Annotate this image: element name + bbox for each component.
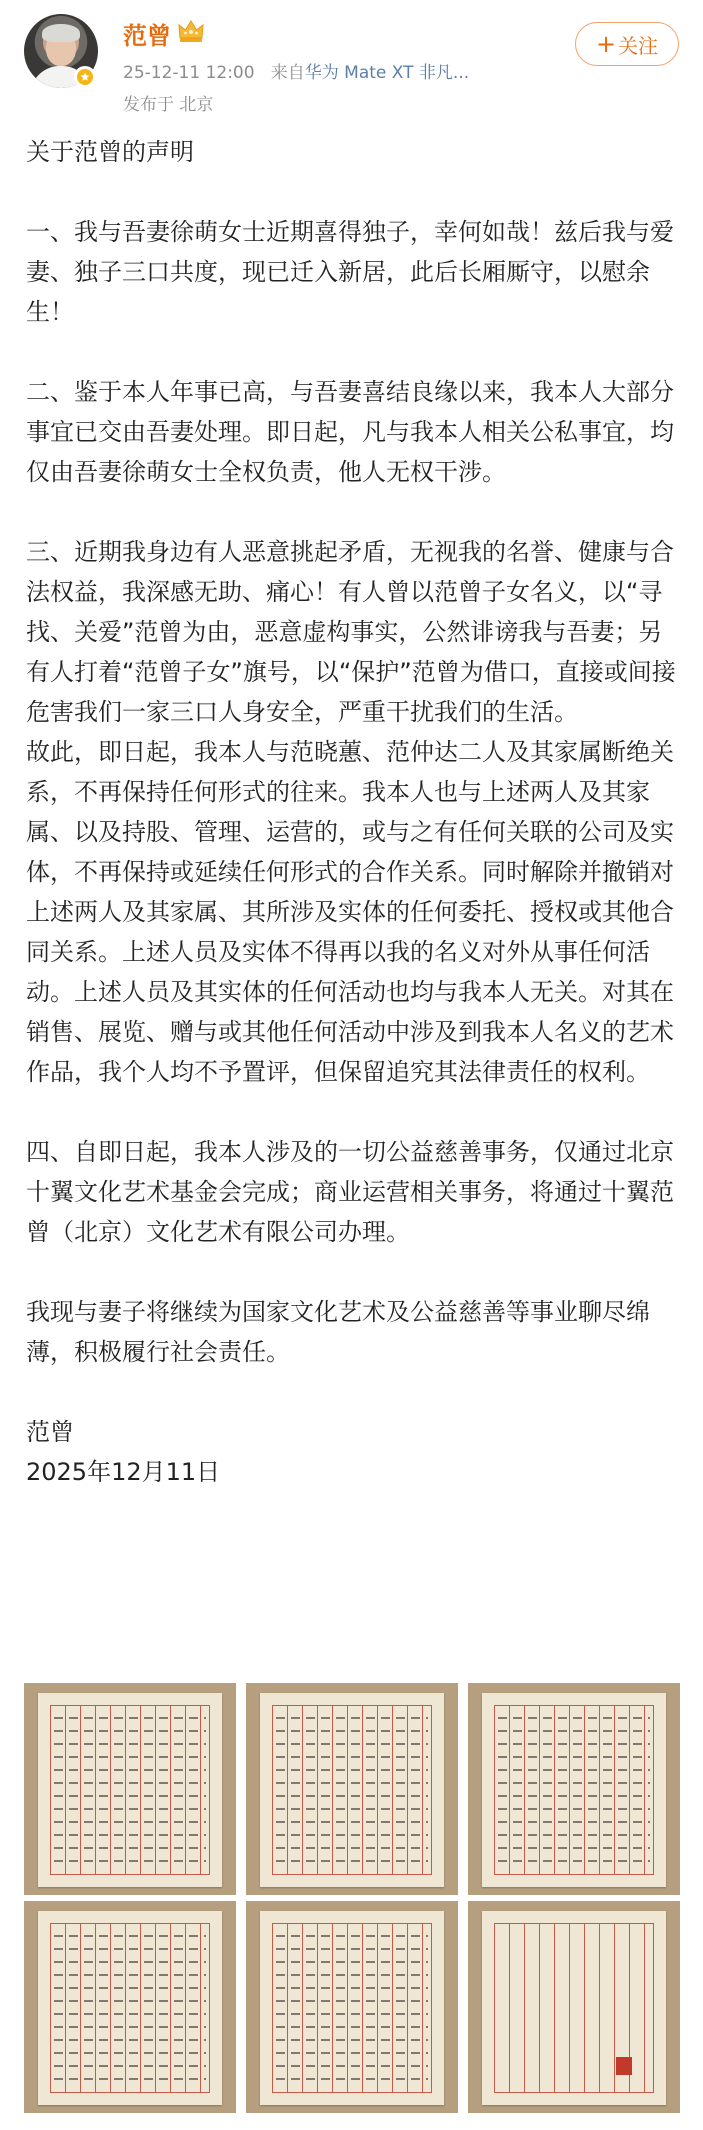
image-thumb-5[interactable]: [246, 1901, 458, 2113]
image-thumb-2[interactable]: [246, 1683, 458, 1895]
paragraph-5: 我现与妻子将继续为国家文化艺术及公益慈善等事业聊尽绵薄，积极履行社会责任。: [26, 1298, 650, 1366]
source-prefix: 来自: [270, 63, 305, 83]
paragraph-1: 一、我与吾妻徐萌女士近期喜得独子，幸何如哉！兹后我与爱妻、独子三口共度，现已迁入新居，此后长厢厮守，以慰余生！: [26, 218, 674, 326]
crown-icon: [177, 18, 205, 44]
plus-icon: +: [595, 30, 617, 58]
paragraph-2: 二、鉴于本人年事已高，与吾妻喜结良缘以来，我本人大部分事宜已交由吾妻处理。即日起，凡与我本人相关公私事宜，均仅由吾妻徐萌女士全权负责，他人无权干涉。: [26, 378, 674, 486]
image-thumb-6[interactable]: [468, 1901, 680, 2113]
post-meta: [123, 58, 469, 83]
post-location: 发布于 北京: [123, 95, 214, 115]
paragraph-3b: 故此，即日起，我本人与范晓蕙、范仲达二人及其家属断绝关系，不再保持任何形式的往来。我本人也与上述两人及其家属、以及持股、管理、运营的，或与之有任何关联的公司及实体，不再保持或延续任何形式的合作关系。同时解除并撤销对上述两人及其家属、其所涉及实体的任何委托、授权或其他合同关系。上述人员及实体不得再以我的名义对外从事任何活动。上述人员及其实体的任何活动也均与我本人无关。对其在销售、展览、赠与或其他任何活动中涉及到我本人名义的艺术作品，我个人均不予置评，但保留追究其法律责任的权利。: [26, 738, 674, 1086]
seal-stamp: [616, 2057, 632, 2075]
follow-button[interactable]: [575, 22, 679, 66]
image-thumb-4[interactable]: [24, 1901, 236, 2113]
post-timestamp: 25-12-11 12:00: [123, 63, 255, 83]
device-link[interactable]: 华为 Mate XT 非凡...: [304, 63, 470, 83]
avatar-hair: [42, 24, 80, 42]
paragraph-3: 三、近期我身边有人恶意挑起矛盾，无视我的名誉、健康与合法权益，我深感无助、痛心！有人曾以范曾子女名义，以“寻找、关爱”范曾为由，恶意虚构事实，公然诽谤我与吾妻；另有人打着“范曾子女”旗号，以“保护”范曾为借口，直接或间接危害我们一家三口人身安全，严重干扰我们的生活。: [26, 538, 676, 726]
follow-label: 关注: [618, 33, 659, 58]
verified-badge-icon: [74, 66, 96, 88]
image-thumb-3[interactable]: [468, 1683, 680, 1895]
post-header: [0, 0, 703, 120]
post-body: [26, 132, 676, 1492]
image-thumb-1[interactable]: [24, 1683, 236, 1895]
image-grid: [24, 1683, 680, 2113]
author-name[interactable]: 范曾: [123, 22, 171, 50]
statement-title: 关于范曾的声明: [26, 138, 194, 166]
paragraph-4: 四、自即日起，我本人涉及的一切公益慈善事务，仅通过北京十翼文化艺术基金会完成；商业运营相关事务，将通过十翼范曾（北京）文化艺术有限公司办理。: [26, 1138, 674, 1246]
signature-name: 范曾: [26, 1418, 74, 1446]
signature-date: 2025年12月11日: [26, 1458, 221, 1486]
